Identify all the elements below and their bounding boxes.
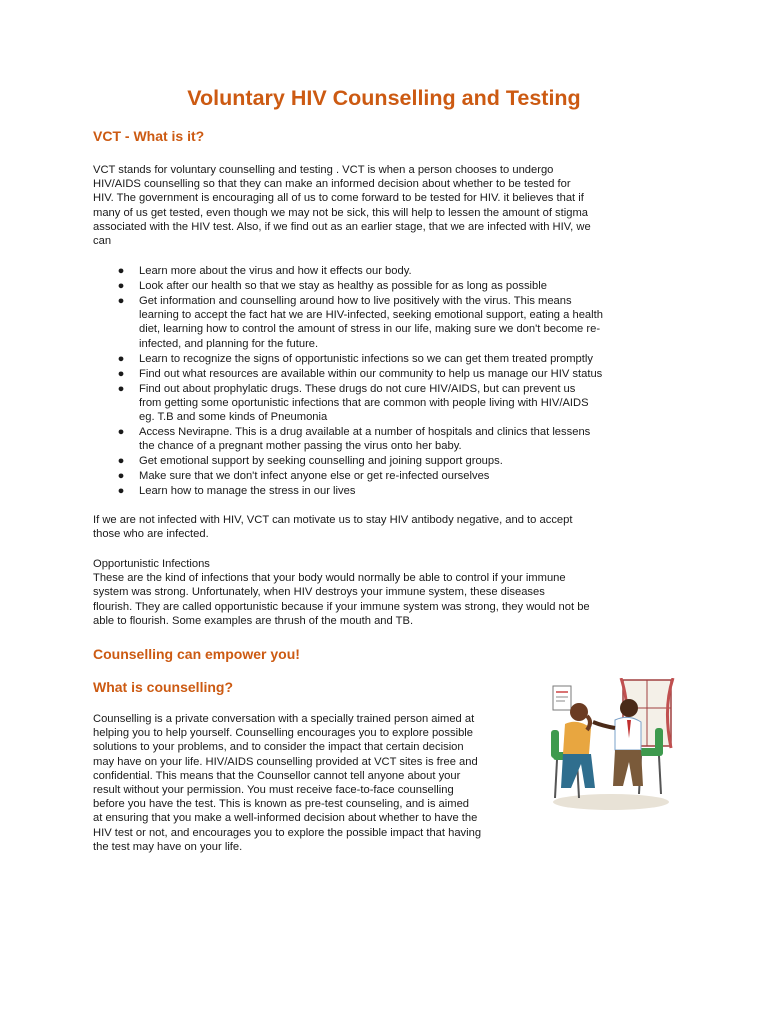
- bullet-item: [0, 454, 685, 468]
- heading-vct-what-is-it: VCT - What is it?: [93, 128, 205, 144]
- bullet-item: [0, 425, 685, 453]
- bullet-text-line: learning to accept the fact hat we are HIV-infected, seeking emotional support, eating a health: [139, 309, 603, 322]
- bullet-item: [0, 279, 685, 293]
- bullet-icon: ●: [117, 470, 125, 483]
- bullet-item: [0, 367, 685, 381]
- bullet-text-line: infected, and planning for the future.: [139, 337, 319, 350]
- bullet-icon: ●: [117, 367, 125, 380]
- text-line: solutions to your problems, and to consider the impact that certain decision: [93, 741, 464, 754]
- text-line: confidential. This means that the Counsellor cannot tell anyone about your: [93, 769, 461, 782]
- not-infected-paragraph: [93, 513, 678, 541]
- text-line: HIV. The government is encouraging all of us to come forward to be tested for HIV. it believes that if: [93, 192, 584, 205]
- bullet-text-line: Learn how to manage the stress in our lives: [139, 485, 356, 498]
- bullet-text-line: Learn to recognize the signs of opportunistic infections so we can get them treated promptly: [139, 352, 593, 365]
- bullet-icon: ●: [117, 485, 125, 498]
- text-line: flourish. They are called opportunistic because if your immune system was strong, they would not be: [93, 600, 590, 613]
- counselling-paragraph: [93, 712, 543, 854]
- text-line: may have on your life. HIV/AIDS counselling provided at VCT sites is free and: [93, 755, 478, 768]
- text-line: at ensuring that you make a well-informed decision about whether to have the: [93, 812, 478, 825]
- text-line: able to flourish. Some examples are thrush of the mouth and TB.: [93, 614, 414, 627]
- bullet-item: [0, 352, 685, 366]
- text-line: many of us get tested, even though we may not be sick, this will help to lessen the amount of stigma: [93, 206, 589, 219]
- text-line: those who are infected.: [93, 528, 209, 541]
- text-line: associated with the HIV test. Also, if we find out as an earlier stage, that we are infected with HIV, we: [93, 220, 591, 233]
- bullet-text-line: the chance of a pregnant mother passing the virus onto her baby.: [139, 440, 462, 453]
- benefits-bullet-list: [0, 264, 685, 499]
- text-line: can: [93, 235, 112, 248]
- bullet-text-line: Learn more about the virus and how it effects our body.: [139, 265, 412, 277]
- text-line: HIV test or not, and encourages you to explore the possible impact that having: [93, 826, 482, 839]
- counselling-session-illustration: [543, 678, 677, 812]
- bullet-icon: ●: [117, 352, 125, 365]
- text-line: before you have the test. This is known as pre-test counseling, and is aimed: [93, 798, 470, 811]
- heading-what-is-counselling: What is counselling?: [93, 679, 234, 695]
- bullet-item: [0, 382, 685, 425]
- bullet-item: [0, 294, 685, 351]
- bullet-item: [0, 484, 685, 498]
- text-line: HIV/AIDS counselling so that they can make an informed decision about whether to be tested for: [93, 178, 571, 191]
- text-line: VCT stands for voluntary counselling and testing . VCT is when a person chooses to undergo: [93, 164, 554, 176]
- bullet-text-line: eg. T.B and some kinds of Pneumonia: [139, 411, 328, 424]
- bullet-text-line: Look after our health so that we stay as healthy as possible for as long as possible: [139, 280, 547, 292]
- bullet-text-line: from getting some oportunistic infections that are common with people living with HIV/AIDS: [139, 396, 589, 409]
- bullet-text-line: Find out what resources are available within our community to help us manage our HIV status: [139, 367, 603, 380]
- text-line: These are the kind of infections that your body would normally be able to control if your immune: [93, 572, 566, 585]
- bullet-text-line: Find out about prophylatic drugs. These drugs do not cure HIV/AIDS, but can prevent us: [139, 382, 576, 395]
- vct-intro-paragraph: [93, 163, 678, 248]
- bullet-item: [0, 264, 685, 278]
- text-line: If we are not infected with HIV, VCT can motivate us to stay HIV antibody negative, and to accept: [93, 514, 573, 526]
- text-line: result without your permission. You must receive face-to-face counselling: [93, 784, 454, 797]
- bullet-text-line: Get information and counselling around how to live positively with the virus. This means: [139, 295, 572, 307]
- text-line: system was strong. Unfortunately, when HIV destroys your immune system, these diseases: [93, 586, 545, 599]
- bullet-text-line: Make sure that we don't infect anyone else or get re-infected ourselves: [139, 470, 490, 483]
- opportunistic-infections-paragraph: [93, 557, 678, 628]
- bullet-icon: ●: [117, 295, 125, 307]
- text-line: helping you to help yourself. Counselling encourages you to explore possible: [93, 727, 473, 740]
- oi-label: Opportunistic Infections: [93, 558, 210, 570]
- bullet-text-line: Get emotional support by seeking counselling and joining support groups.: [139, 455, 503, 468]
- bullet-icon: ●: [117, 455, 125, 468]
- bullet-icon: ●: [117, 382, 125, 395]
- text-line: the test may have on your life.: [93, 840, 243, 853]
- text-line: Counselling is a private conversation with a specially trained person aimed at: [93, 713, 475, 725]
- bullet-icon: ●: [117, 280, 125, 292]
- bullet-icon: ●: [117, 426, 125, 439]
- bullet-text-line: diet, learning how to control the amount of stress in our life, making sure we don't become re-: [139, 323, 601, 336]
- page-title: Voluntary HIV Counselling and Testing: [187, 86, 581, 110]
- bullet-item: [0, 469, 685, 483]
- bullet-icon: ●: [117, 265, 125, 277]
- bullet-text-line: Access Nevirapne. This is a drug available at a number of hospitals and clinics that lessens: [139, 426, 591, 439]
- heading-counselling-empower: Counselling can empower you!: [93, 646, 300, 662]
